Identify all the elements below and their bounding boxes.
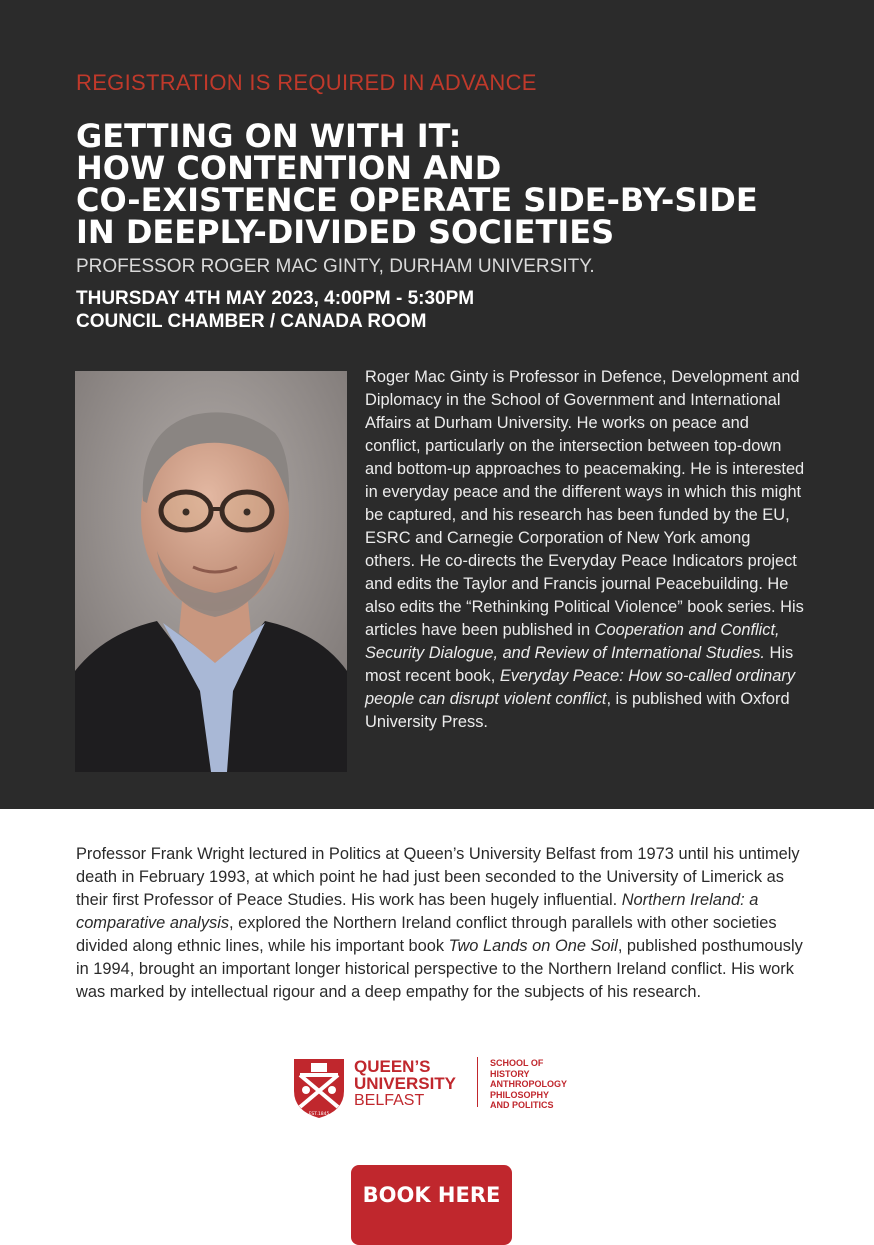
title-line: CO-EXISTENCE OPERATE SIDE-BY-SIDE: [76, 181, 758, 219]
school-name: [490, 1058, 567, 1111]
event-details: [76, 287, 474, 333]
event-venue: COUNCIL CHAMBER / CANADA ROOM: [76, 311, 427, 332]
memorial-book-title: Northern Ireland: a comparative analysis: [76, 891, 759, 932]
university-name-line: QUEEN’S: [354, 1057, 431, 1076]
bio-journals: Cooperation and Conflict, Security Dialogue, and Review of International Studies.: [365, 621, 780, 662]
title-line: GETTING ON WITH IT:: [76, 117, 462, 155]
book-here-button[interactable]: BOOK HERE: [351, 1165, 512, 1245]
bio-text: Roger Mac Ginty is Professor in Defence, Development and Diplomacy in the School of Government and International Affairs at Durham University. He works on peace and conflict, particularly on the intersection between top-down and bottom-up approaches to peacemaking. He is interested in everyday peace and the different ways in which this might be captured, and his research has been funded by the EU, ESRC and Carnegie Corporation of New York among others. He co-directs the Everyday Peace Indicators project and edits the Taylor and Francis journal Peacebuilding. He also edits the “Rethinking Political Violence” book series. His articles have been published in: [365, 368, 805, 639]
school-name-line: SCHOOL OF: [490, 1058, 544, 1068]
university-name-line: UNIVERSITY: [354, 1074, 457, 1093]
speaker-bio: [365, 366, 805, 734]
event-date-time: THURSDAY 4TH MAY 2023, 4:00PM - 5:30PM: [76, 288, 475, 309]
university-logo: [292, 1055, 582, 1121]
logo-divider: [477, 1057, 478, 1107]
bio-book-title: Everyday Peace: How so-called ordinary people can disrupt violent conflict: [365, 667, 796, 708]
school-name-line: HISTORY: [490, 1068, 530, 1079]
memorial-text: Professor Frank Wright lectured in Politics at Queen’s University Belfast from 1973 until his untimely death in February 1993, at which point he had just been seconded to the University of Limerick as their first Professor of Peace Studies. His work has been hugely influential.: [76, 845, 800, 909]
school-name-line: ANTHROPOLOGY: [490, 1079, 568, 1089]
bio-text: , is published with Oxford University Press.: [365, 690, 790, 731]
speaker-name: PROFESSOR ROGER MAC GINTY, DURHAM UNIVERSITY.: [76, 256, 595, 277]
frank-wright-memorial-text: [76, 843, 811, 1004]
university-crest-icon: [292, 1057, 346, 1119]
title-line: IN DEEPLY-DIVIDED SOCIETIES: [76, 213, 615, 251]
memorial-book-title: Two Lands on One Soil: [448, 937, 618, 955]
school-name-line: AND POLITICS: [490, 1100, 554, 1110]
crest-year: EST.1845: [308, 1112, 330, 1117]
university-name-line: BELFAST: [354, 1092, 425, 1109]
event-title: [76, 117, 836, 251]
registration-notice: REGISTRATION IS REQUIRED IN ADVANCE: [76, 70, 537, 95]
school-name-line: PHILOSOPHY: [490, 1089, 550, 1100]
speaker-portrait: [75, 371, 347, 772]
university-name: [354, 1058, 456, 1109]
memorial-text: , explored the Northern Ireland conflict through parallels with other societies divided along ethnic lines, while his important book: [76, 914, 777, 955]
bio-text: His most recent book,: [365, 644, 794, 685]
portrait-illustration: [75, 371, 347, 772]
memorial-text: , published posthumously in 1994, brought an important longer historical perspective to the Northern Ireland conflict. His work was marked by intellectual rigour and a deep empathy for the subjects of his research.: [76, 937, 803, 1001]
title-line: HOW CONTENTION AND: [76, 149, 502, 187]
